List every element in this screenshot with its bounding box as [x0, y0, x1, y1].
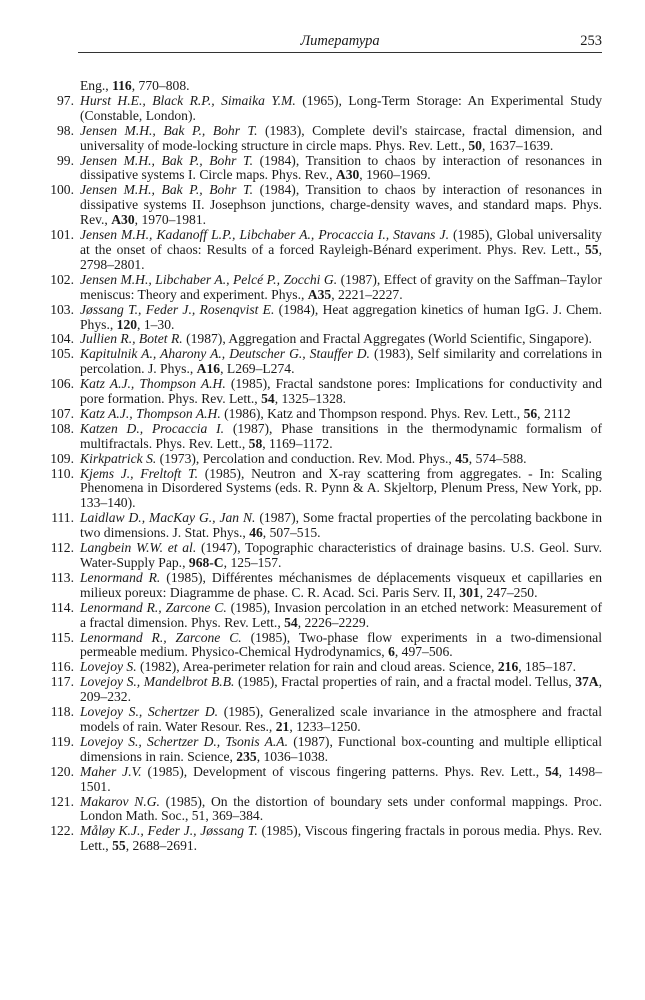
reference-number: 116.	[50, 659, 74, 675]
reference-pages: , 2112	[537, 405, 571, 421]
reference-authors: Måløy K.J., Feder J., Jøssang T.	[80, 823, 258, 839]
reference-number: 103.	[50, 301, 74, 317]
reference-number: 106.	[50, 376, 74, 392]
reference-text: (1985), Invasion percolation in an etched network: Measurement of a fractal dimension. Phys. Rev. Lett.,	[80, 599, 602, 630]
reference-authors: Jensen M.H., Bak P., Bohr T.	[80, 152, 253, 168]
reference-entry	[34, 273, 602, 303]
reference-entry	[34, 377, 602, 407]
reference-number: 109.	[50, 450, 74, 466]
reference-text: (1986), Katz and Thompson respond. Phys. Rev. Lett.,	[220, 405, 524, 421]
reference-pages: , 2688–2691.	[125, 838, 198, 854]
reference-entry	[34, 795, 602, 825]
reference-text: (1985), Fractal sandstone pores: Implications for conductivity and pore formation. Phys. Rev. Lett.,	[80, 376, 602, 407]
reference-number: 99.	[57, 152, 74, 168]
reference-volume: 216	[497, 659, 519, 675]
reference-volume: 50	[468, 137, 482, 153]
reference-authors: Kirkpatrick S.	[80, 450, 157, 466]
reference-number: 120.	[50, 763, 74, 779]
reference-volume: 37A	[575, 674, 599, 690]
reference-volume: A35	[307, 286, 332, 302]
reference-number: 118.	[50, 704, 74, 720]
reference-text: (1985), Viscous fingering fractals in porous media. Phys. Rev. Lett.,	[80, 823, 602, 854]
reference-volume: 6	[388, 644, 395, 660]
reference-entry	[34, 660, 602, 675]
reference-authors: Maher J.V.	[80, 763, 142, 779]
reference-number: 112.	[50, 540, 74, 556]
reference-authors: Lovejoy S., Mandelbrot B.B.	[80, 674, 235, 690]
reference-number: 100.	[50, 182, 74, 198]
reference-text: (1985), On the distortion of boundary sets under conformal mappings. Proc. London Math. Soc., 51, 369–384.	[80, 793, 602, 824]
reference-number: 122.	[50, 823, 74, 839]
reference-pages: , 1970–1981.	[134, 212, 207, 228]
reference-pages: , 1637–1639.	[481, 137, 554, 153]
reference-authors: Langbein W.W. et al.	[80, 540, 197, 556]
reference-pages: , 1325–1328.	[274, 391, 347, 407]
reference-number: 107.	[50, 405, 74, 421]
reference-pages: , 247–250.	[479, 584, 538, 600]
reference-number: 114.	[50, 599, 74, 615]
reference-authors: Katz A.J., Thompson A.H.	[80, 376, 226, 392]
reference-number: 111.	[51, 510, 74, 526]
running-header	[78, 30, 602, 53]
reference-entry	[34, 824, 602, 854]
reference-text: (1987), Effect of gravity on the Saffman–Taylor meniscus: Theory and experiment. Phys.,	[80, 271, 602, 302]
reference-volume: 46	[249, 525, 263, 541]
reference-volume: 54	[284, 614, 298, 630]
page-number: 253	[580, 33, 602, 49]
reference-pages: , L269–L274.	[220, 361, 295, 377]
reference-volume: 56	[523, 405, 538, 421]
reference-authors: Laidlaw D., MacKay G., Jan N.	[80, 510, 256, 526]
reference-volume: 54	[261, 391, 275, 407]
reference-number: 121.	[50, 793, 74, 809]
reference-authors: Lenormand R., Zarcone C.	[80, 599, 227, 615]
reference-number: 113.	[50, 569, 74, 585]
reference-text: (1983), Complete devil's staircase, fractal dimension, and universality of mode-locking structure in circle maps. Phys. Rev. Lett.,	[80, 122, 602, 153]
reference-number: 117.	[50, 674, 74, 690]
reference-entry	[34, 467, 602, 512]
reference-entry	[34, 601, 602, 631]
reference-text: (1984), Heat aggregation kinetics of human IgG. J. Chem. Phys.,	[80, 301, 602, 332]
reference-pages: , 1498–1501.	[80, 763, 602, 794]
reference-entry	[34, 631, 602, 661]
reference-entry	[34, 765, 602, 795]
reference-entry	[34, 228, 602, 273]
reference-text: (1965), Long-Term Storage: An Experimental Study (Constable, London).	[80, 92, 603, 123]
reference-text: (1983), Self similarity and correlations in percolation. J. Phys.,	[80, 346, 602, 377]
reference-entry	[34, 154, 602, 184]
reference-pages: , 185–187.	[518, 659, 577, 675]
reference-volume: A16	[196, 361, 221, 377]
reference-pages: , 2226–2229.	[297, 614, 370, 630]
reference-entry	[34, 675, 602, 705]
reference-text: (1982), Area-perimeter relation for rain and cloud areas. Science,	[136, 659, 498, 675]
reference-text: (1985), Fractal properties of rain, and a fractal model. Tellus,	[234, 674, 576, 690]
reference-text: (1985), Generalized scale invariance in the atmosphere and fractal models of rain. Water Resour. Res.,	[80, 704, 602, 734]
reference-text: (1987), Functional box-counting and multiple elliptical dimensions in rain. Science,	[80, 733, 602, 764]
reference-volume: 58	[248, 435, 263, 451]
reference-authors: Katz A.J., Thompson A.H.	[80, 405, 221, 421]
reference-pages: , 2798–2801.	[80, 241, 602, 272]
reference-text: (1987), Aggregation and Fractal Aggregates (World Scientific, Singapore).	[182, 331, 592, 347]
reference-volume: 968-C	[188, 555, 224, 570]
reference-number: 110.	[50, 465, 74, 481]
reference-volume: 55	[585, 241, 599, 257]
reference-pages: , 1036–1038.	[256, 748, 329, 764]
reference-authors: Lovejoy S., Schertzer D.	[80, 704, 219, 720]
reference-authors: Jullien R., Botet R.	[80, 331, 183, 347]
reference-authors: Kapitulnik A., Aharony A., Deutscher G., Stauffer D.	[80, 346, 370, 362]
reference-number: 115.	[50, 629, 74, 645]
reference-authors: Katzen D., Procaccia I.	[80, 420, 225, 436]
reference-number: 101.	[50, 227, 74, 243]
reference-pages: , 125–157.	[223, 555, 282, 570]
reference-volume: 235	[236, 748, 257, 764]
reference-entry	[34, 94, 602, 124]
reference-text: (1985), Différentes méchanismes de déplacements visqueux et capillaries en milieux poreux: Diagramme de phase. C. R. Acad. Sci. Paris Serv. II,	[80, 569, 602, 600]
reference-entry	[34, 571, 602, 601]
reference-entry	[34, 452, 602, 467]
reference-authors: Jensen M.H., Kadanoff L.P., Libchaber A., Procaccia I., Stavans J.	[80, 227, 449, 243]
reference-text: (1985), Development of viscous fingering patterns. Phys. Rev. Lett.,	[141, 763, 546, 779]
reference-number: 98.	[57, 122, 74, 138]
reference-number: 104.	[50, 331, 74, 347]
reference-authors: Jøssang T., Feder J., Rosenqvist E.	[80, 301, 275, 317]
reference-authors: Lovejoy S.	[80, 659, 137, 675]
reference-entry	[34, 183, 602, 228]
reference-volume: 45	[455, 450, 469, 466]
reference-pages: , 507–515.	[262, 525, 321, 541]
reference-authors: Kjems J., Freltoft T.	[80, 465, 198, 481]
reference-pages: , 1–30.	[137, 316, 175, 332]
reference-continuation: Eng., 116, 770–808.	[80, 78, 190, 93]
reference-authors: Jensen M.H., Bak P., Bohr T.	[80, 182, 253, 198]
reference-number: 102.	[50, 271, 74, 287]
reference-pages: , 1960–1969.	[359, 167, 431, 183]
reference-authors: Jensen M.H., Libchaber A., Pelcé P., Zocchi G.	[80, 271, 338, 287]
reference-volume: 301	[459, 584, 480, 600]
running-title: Литература	[300, 33, 380, 49]
reference-pages: , 209–232.	[80, 674, 603, 705]
reference-entry	[34, 705, 602, 735]
reference-authors: Jensen M.H., Bak P., Bohr T.	[80, 122, 258, 138]
reference-text: (1984), Transition to chaos by interaction of resonances in dissipative systems I. Circle maps. Phys. Rev.,	[80, 152, 603, 183]
reference-entry	[34, 303, 602, 333]
reference-text: (1984), Transition to chaos by interaction of resonances in dissipative systems II. Josephson junctions, charge-density waves, and standard maps. Phys. Rev.,	[80, 182, 603, 228]
reference-entry	[34, 541, 602, 571]
reference-authors: Makarov N.G.	[80, 793, 160, 809]
reference-volume: 54	[545, 763, 559, 779]
reference-pages: , 1233–1250.	[289, 718, 361, 734]
reference-authors: Lenormand R., Zarcone C.	[80, 629, 242, 645]
reference-text: (1987), Phase transitions in the thermodynamic formalism of multifractals. Phys. Rev. Lett.,	[80, 420, 603, 451]
reference-volume: A30	[335, 167, 360, 183]
reference-pages: , 2221–2227.	[331, 286, 403, 302]
reference-volume: A30	[111, 212, 135, 228]
reference-list	[34, 79, 602, 854]
reference-number: 119.	[50, 733, 74, 749]
reference-pages: , 497–506.	[394, 644, 453, 660]
reference-text: (1987), Some fractal properties of the percolating backbone in two dimensions. J. Stat. Phys.,	[80, 510, 602, 541]
reference-number: 105.	[50, 346, 74, 362]
reference-text: (1985), Two-phase flow experiments in a two-dimensional permeable medium. Physico-Chemical Hydrodynamics,	[80, 629, 602, 660]
reference-number: 108.	[50, 420, 74, 436]
reference-pages: , 574–588.	[468, 450, 527, 466]
reference-entry	[34, 422, 602, 452]
reference-authors: Lovejoy S., Schertzer D., Tsonis A.A.	[80, 733, 289, 749]
reference-entry	[34, 124, 602, 154]
reference-entry	[34, 332, 602, 347]
reference-volume: 55	[112, 838, 126, 854]
reference-authors: Lenormand R.	[80, 569, 161, 585]
reference-text: (1947), Topographic characteristics of drainage basins. U.S. Geol. Surv. Water-Supply Pap.,	[80, 540, 603, 570]
reference-number: 97.	[57, 92, 74, 108]
reference-entry	[34, 407, 602, 422]
reference-volume: 120	[116, 316, 138, 332]
reference-text: (1985), Neutron and X-ray scattering from aggregates. - In: Scaling Phenomena in Disordered Systems (eds. R. Pynn & A. Skjeltorp, Plenum Press, New York, pp. 133–140).	[80, 465, 602, 511]
reference-pages: , 1169–1172.	[262, 435, 333, 451]
reference-entry	[34, 735, 602, 765]
reference-authors: Hurst H.E., Black R.P., Simaika Y.M.	[80, 92, 296, 108]
reference-volume: 21	[275, 718, 290, 734]
reference-entry	[34, 511, 602, 541]
reference-text: (1973), Percolation and conduction. Rev. Mod. Phys.,	[156, 450, 456, 466]
reference-entry	[34, 347, 602, 377]
reference-text: (1985), Global universality at the onset of chaos: Results of a forced Rayleigh-Bénard experiment. Phys. Rev. Lett.,	[80, 227, 602, 257]
